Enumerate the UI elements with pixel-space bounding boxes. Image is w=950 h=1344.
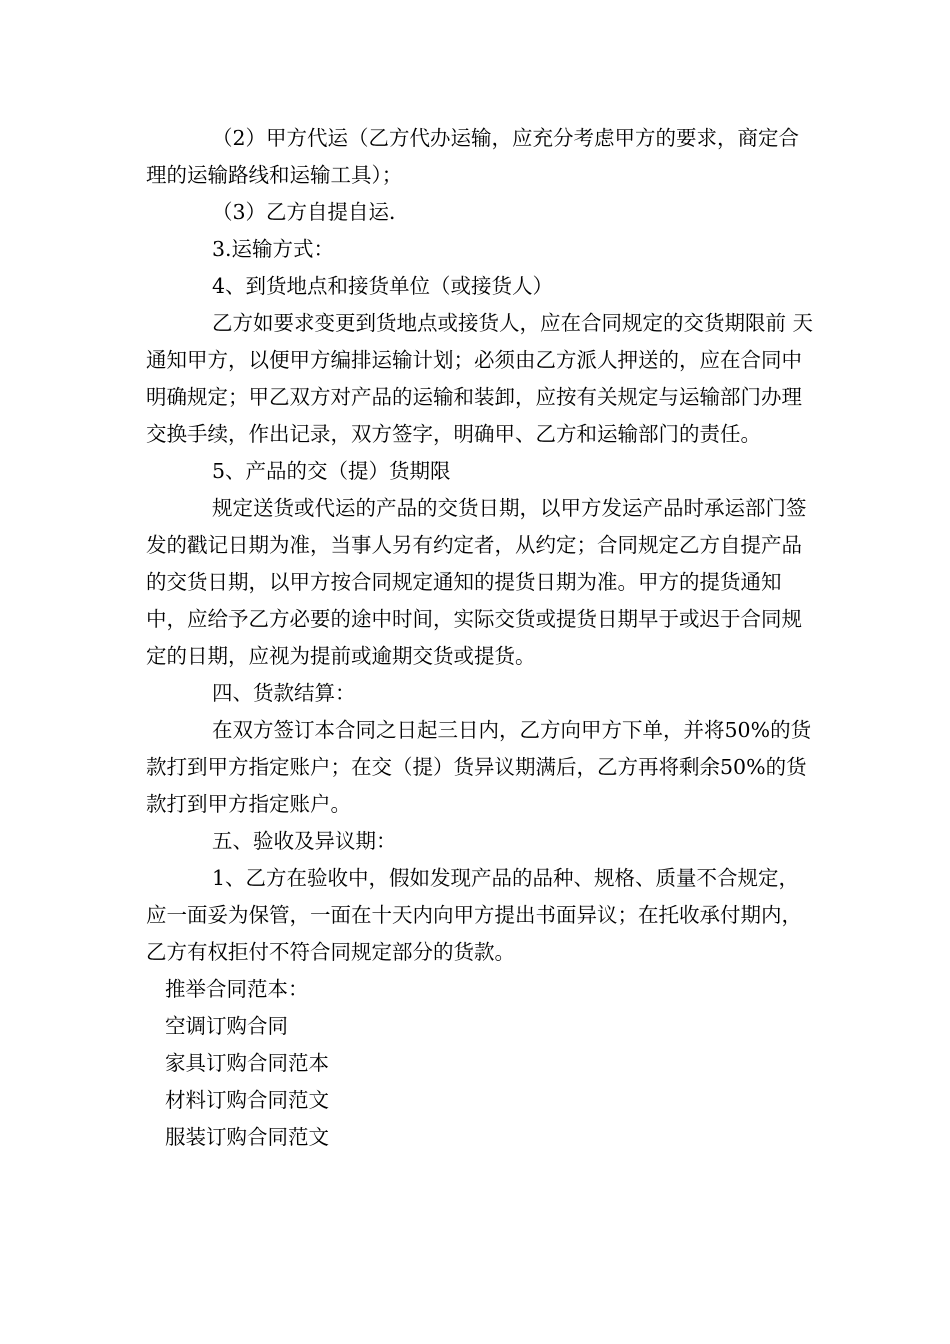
paragraph-delivery-location-body: 乙方如要求变更到货地点或接货人，应在合同规定的交货期限前 天通知甲方，以便甲方编排运输计划；必须由乙方派人押送的，应在合同中明确规定；甲乙双方对产品的运输和装卸，应按有关规定与运输部门办理交换手续，作出记录，双方签字，明确甲、乙方和运输部门的责任。 — [146, 311, 814, 446]
recommend-link-ac-contract[interactable]: 空调订购合同 — [165, 1014, 288, 1038]
recommend-link-material-contract[interactable]: 材料订购合同范文 — [165, 1088, 329, 1112]
recommend-section — [146, 971, 816, 1156]
paragraph-transport-option-3: （3）乙方自提自运． — [212, 200, 410, 224]
section-heading-acceptance: 五、验收及异议期： — [212, 829, 397, 853]
paragraph-delivery-location-heading: 4、到货地点和接货单位（或接货人） — [212, 274, 554, 298]
recommend-link-furniture-contract[interactable]: 家具订购合同范本 — [165, 1051, 329, 1075]
document-page — [146, 120, 816, 1156]
paragraph-transport-method: 3.运输方式： — [212, 237, 335, 261]
recommend-heading: 推举合同范本： — [165, 977, 309, 1001]
paragraph-delivery-period-heading: 5、产品的交（提）货期限 — [212, 459, 451, 483]
section-heading-payment: 四、货款结算： — [212, 681, 356, 705]
paragraph-payment-body: 在双方签订本合同之日起三日内，乙方向甲方下单，并将50%的货款打到甲方指定账户；在交（提）货异议期满后，乙方再将剩余50%的货款打到甲方指定账户。 — [146, 718, 812, 816]
paragraph-delivery-period-body: 规定送货或代运的产品的交货日期，以甲方发运产品时承运部门签发的戳记日期为准，当事人另有约定者，从约定；合同规定乙方自提产品的交货日期，以甲方按合同规定通知的提货日期为准。甲方的提货通知中，应给予乙方必要的途中时间，实际交货或提货日期早于或迟于合同规定的日期，应视为提前或逾期交货或提货。 — [146, 496, 807, 668]
recommend-link-clothing-contract[interactable]: 服装订购合同范文 — [165, 1125, 329, 1149]
paragraph-transport-option-2: （2）甲方代运（乙方代办运输，应充分考虑甲方的要求，商定合理的运输路线和运输工具）； — [146, 126, 800, 187]
paragraph-acceptance-body: 1、乙方在验收中，假如发现产品的品种、规格、质量不合规定，应一面妥为保管，一面在十天内向甲方提出书面异议；在托收承付期内，乙方有权拒付不符合同规定部分的货款。 — [146, 866, 802, 964]
